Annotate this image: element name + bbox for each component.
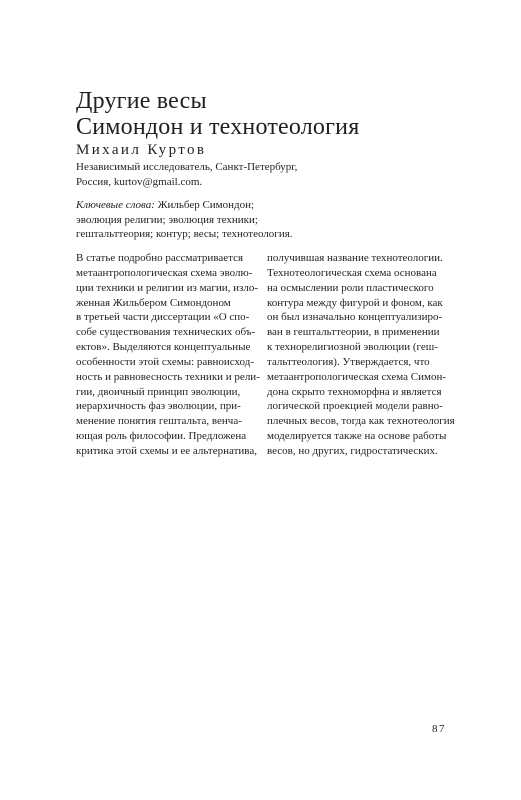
abstract-line: тальттеология). Утверждается, что [267,355,430,368]
affiliation-line: Россия, kurtov@gmail.com. [76,176,203,188]
abstract-line: особенности этой схемы: равноисход- [76,355,254,368]
abstract-line: на осмыслении роли пластического [267,281,434,294]
abstract-line: В статье подробно рассматривается [76,252,244,264]
abstract-line: Технотеологическая схема основана [267,266,437,279]
keywords-line: эволюция религии; эволюция техники; [76,213,258,226]
abstract-line: менение понятия гештальта, венча- [76,415,242,428]
keywords-line: гештальттеория; контур; весы; технотеология. [76,228,293,241]
abstract-line: дона скрыто техноморфна и является [267,385,442,398]
keywords-line: Жильбер Симондон; [154,199,255,211]
author-name: Михаил Куртов [76,142,207,158]
abstract-line: он был изначально концептуализиро- [267,311,443,324]
affiliation-line: Независимый исследователь, Санкт-Петербург, [76,161,298,173]
abstract-left-column [76,251,262,459]
abstract-line: ность и равновесность техники и рели- [76,370,260,383]
keywords-block [76,198,316,242]
abstract-line: контура между фигурой и фоном, как [267,296,443,309]
abstract-line: критика этой схемы и ее альтернатива, [76,444,257,457]
article-subtitle: Симондон и технотеология [76,114,360,140]
abstract-line: ющая роль философии. Предложена [76,430,247,443]
abstract-line: гии, двоичный принцип эволюции, [76,385,241,398]
abstract-line: логической проекцией модели равно- [267,400,443,413]
abstract-line: в третьей части диссертации «О спо- [76,311,250,324]
abstract-line: иерархичность фаз эволюции, при- [76,400,241,413]
page-number: 87 [432,723,446,735]
abstract-line: моделируется также на основе работы [267,430,447,443]
abstract-line: метаантропологическая схема Симон- [267,370,447,383]
abstract-line: ектов». Выделяются концептуальные [76,341,251,354]
abstract-line: женная Жильбером Симондоном [76,296,231,309]
abstract-line: получившая название технотеологии. [267,252,443,264]
author-affiliation [76,160,306,190]
abstract-line: ван в гештальттеории, в применении [267,326,440,339]
abstract-line: собе существования технических объ- [76,326,256,339]
abstract-line: к технорелигиозной эволюции (геш- [267,341,438,354]
abstract-line: плечных весов, тогда как технотеология [267,415,455,428]
abstract-right-column [267,251,453,459]
abstract-line: весов, но других, гидростатических. [267,444,438,457]
abstract-line: ции техники и религии из магии, изло- [76,281,259,294]
article-title: Другие весы [76,88,207,114]
keywords-label: Ключевые слова: [76,199,155,211]
abstract-line: метаантропологическая схема эволю- [76,266,253,279]
